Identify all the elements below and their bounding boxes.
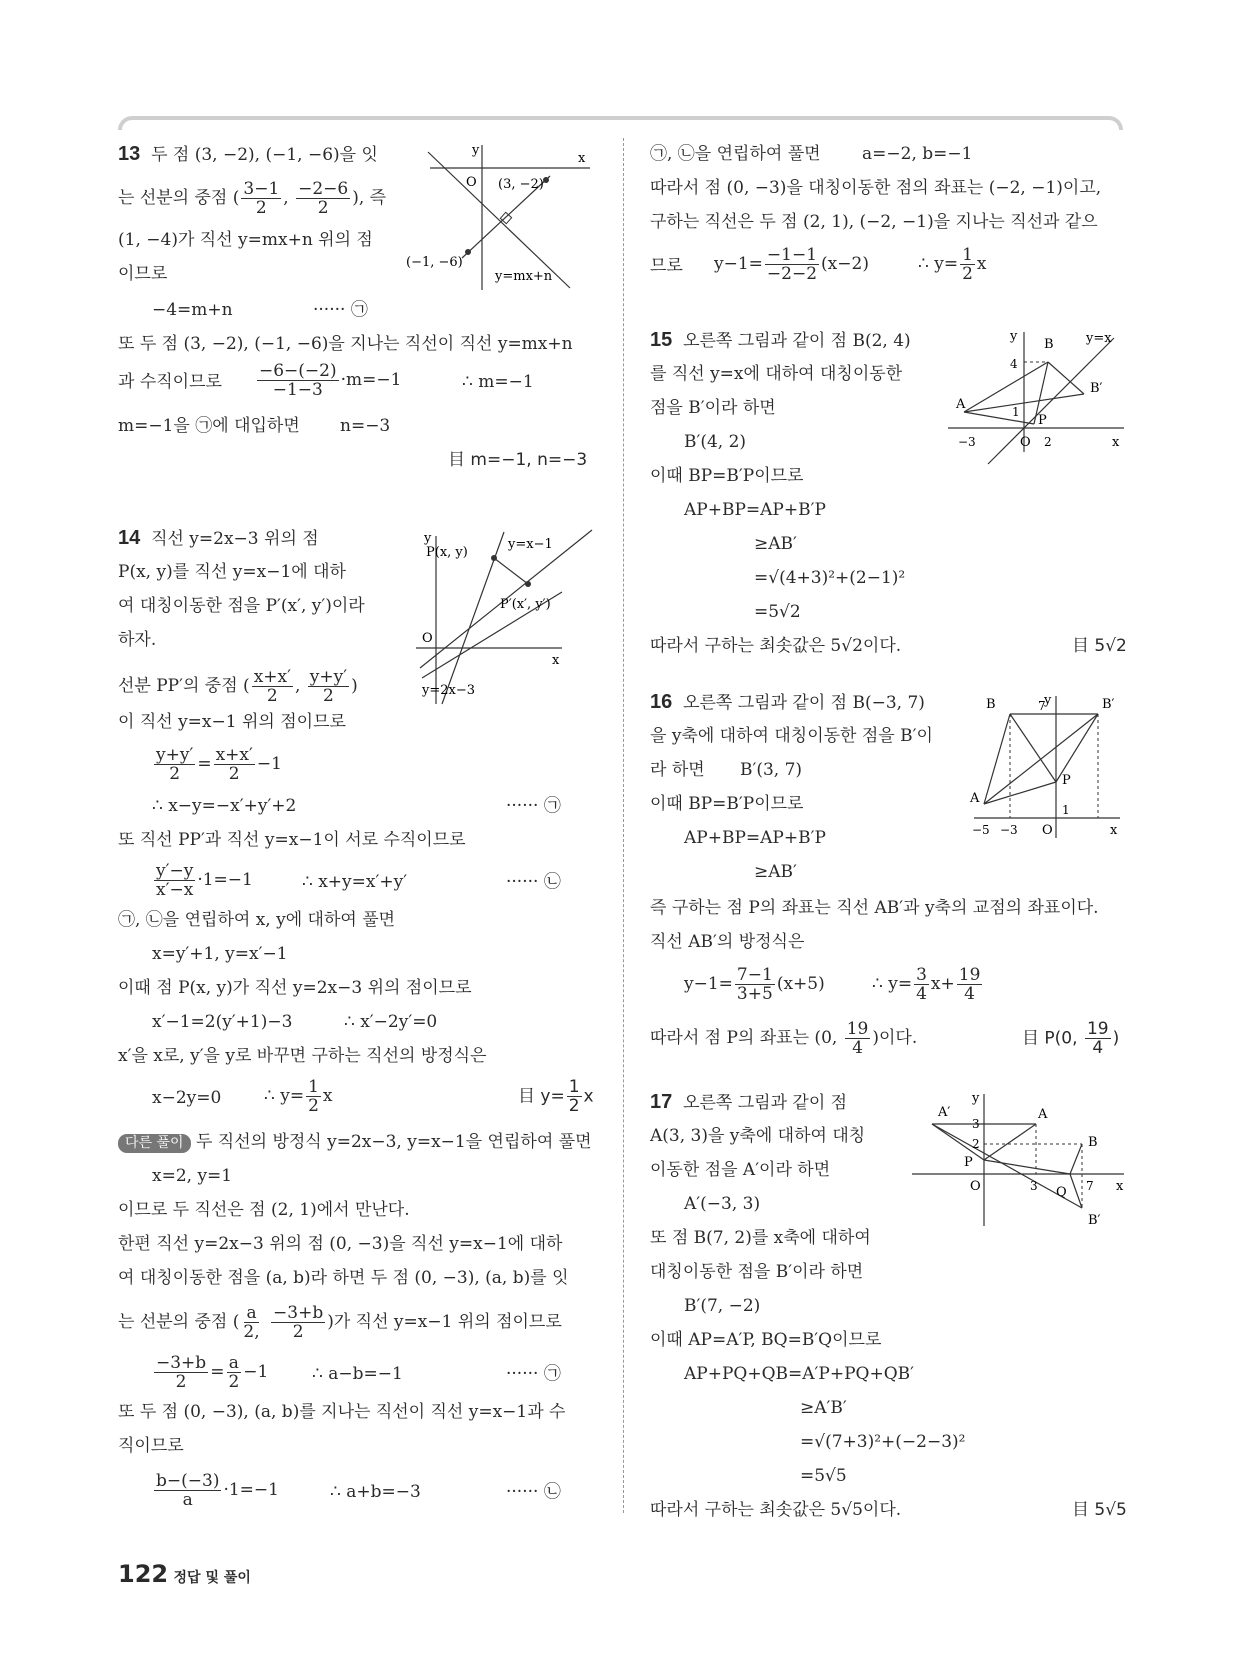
origin-label: O [970,1179,981,1194]
text-line: 구하는 직선은 두 점 (2, 1), (−2, −1)을 지나는 직선과 같으 [650,212,1098,232]
point [465,249,471,255]
text-line: (1, −4)가 직선 y=mx+n 위의 점 [118,230,373,250]
text-line: 는 선분의 중점 [118,1312,228,1332]
axis-label-x: x [1112,435,1120,450]
equation: =√(4+3)²+(2−1)² [754,568,906,588]
point-label: B [1044,337,1054,352]
footer-label: 정답 및 풀이 [173,1570,251,1586]
point-label: A′ [938,1105,951,1120]
equation: ∴ y= [872,974,913,994]
text-line: 따라서 점 P의 좌표는 [650,1028,810,1048]
fraction: $\frac{1}{2}$ [962,245,973,284]
axis-label-y: y [1044,693,1052,708]
equation: ∴ x+y=x′+y′ [302,872,408,892]
text-line: 직이므로 [118,1436,184,1456]
equation: ≥AB′ [754,534,797,554]
line-label: y=mx+n [495,269,553,284]
point [543,177,549,183]
origin-label: O [1020,435,1031,450]
problem-number: 13 [118,143,141,165]
figure-17 [910,1090,1130,1230]
equation: ∴ x′−2y′=0 [344,1012,438,1032]
text-line: A(3, 3)을 y축에 대하여 대칭 [650,1126,866,1146]
equation: B′(7, −2) [684,1296,761,1316]
fraction: $\frac{7-1}{3+5}$ [736,965,773,1004]
text-line: 점을 B′이라 하면 [650,398,776,418]
text-line: m=−1을 ㉠에 대입하면 [118,416,300,436]
tick-label: 4 [1010,357,1018,371]
tick-label: −5 [972,823,990,837]
equation: ∴ x−y=−x′+y′+2 [152,796,297,816]
text-line: 므로 [650,256,683,276]
text-line: 오른쪽 그림과 같이 점 [683,1093,848,1113]
tick-label: 1 [1062,803,1070,817]
equation: x=y′+1, y=x′−1 [152,944,288,964]
problem-number: 17 [650,1091,673,1113]
text-line: 여 대칭이동한 점을 (a, b)라 하면 두 점 (0, −3), (a, b)를 잇 [118,1268,569,1288]
top-border [118,116,1123,130]
equation-tag: ······ ㉡ [506,1482,561,1502]
text-line: 따라서 구하는 최솟값은 5√2이다. [650,636,902,656]
text-line: 이 직선 y=x−1 위의 점이므로 [118,712,346,732]
fraction: $\frac{a}{2}$ [228,1353,240,1392]
tick-label: −3 [1000,823,1018,837]
equation: ·1=−1 [223,1480,279,1500]
tick-label: 3 [972,1117,980,1131]
equation: ·1=−1 [197,870,253,890]
fraction: $\frac{x+x'}{2}$ [253,667,291,706]
alt-solution-tag: 다른 풀이 [118,1134,191,1153]
answer: 目 5√2 [1072,636,1127,656]
text-line: ㉠, ㉡을 연립하여 풀면 [650,144,821,164]
text-line: 과 수직이므로 [118,372,222,392]
equation: =5√2 [754,602,801,622]
text-line: 이때 AP=A′P, BQ=B′Q이므로 [650,1330,882,1350]
text-line: 또 두 점 (0, −3), (a, b)를 지나는 직선이 직선 y=x−1과 수 [118,1402,566,1422]
equation: ∴ a−b=−1 [312,1364,403,1384]
fraction: $\frac{-1-1}{-2-2}$ [766,245,818,284]
point-label: B′ [1102,697,1115,712]
fraction: $\frac{3}{4}$ [916,965,927,1004]
axis-label-x: x [578,151,586,166]
fraction: $\frac{19}{4}$ [846,1019,869,1058]
text-line: 또 두 점 (3, −2), (−1, −6)을 지나는 직선이 직선 y=mx+n [118,334,573,354]
equation: n=−3 [340,416,391,436]
text-line: 직선 y=2x−3 위의 점 [151,529,319,549]
equation: ∴ m=−1 [462,372,534,392]
fraction: $\frac{3-1}{2}$ [243,179,280,218]
axis-label-y: y [972,1091,980,1106]
equation: −1 [243,1362,269,1382]
axis-label-y: y [1010,329,1018,344]
text-line: 따라서 구하는 최솟값은 5√5이다. [650,1500,902,1520]
page-footer [118,1560,251,1588]
equation: AP+BP=AP+B′P [684,828,826,848]
fraction: $\frac{x+x'}{2}$ [215,745,253,784]
text-line: 이동한 점을 A′이라 하면 [650,1160,831,1180]
origin-label: O [466,175,477,190]
text-line: 는 선분의 중점 [118,188,228,208]
point-label: A [970,791,980,806]
text-line: 한편 직선 y=2x−3 위의 점 (0, −3)을 직선 y=x−1에 대하 [118,1234,563,1254]
equation-tag: ······ ㉠ [313,300,368,320]
equation: AP+BP=AP+B′P [684,500,826,520]
fraction: $\frac{-6-(-2)}{-1-3}$ [259,361,337,400]
fraction: $\frac{a}{2,}$ [243,1303,260,1342]
text-line: 대칭이동한 점을 B′이라 하면 [650,1262,864,1282]
fraction: $\frac{y+y'}{2}$ [156,745,194,784]
equation-tag: ······ ㉡ [506,872,561,892]
text-line: 이때 점 P(x, y)가 직선 y=2x−3 위의 점이므로 [118,978,472,998]
equation: ∴ y= [264,1086,305,1106]
axis-label-x: x [552,653,560,668]
equation: ≥AB′ [754,862,797,882]
equation: B′(3, 7) [740,760,803,780]
equation-tag: ······ ㉠ [506,1364,561,1384]
origin-label: O [422,631,433,646]
equation: y−1= [714,254,763,274]
point-label: P(x, y) [426,545,468,560]
line-label: y=x [1086,331,1112,346]
point-label: P [1062,773,1071,788]
fraction: $\frac{-3+b}{2}$ [156,1353,207,1392]
equation: B′(4, 2) [684,432,747,452]
equation: ·m=−1 [340,370,402,390]
equation-tag: ······ ㉠ [506,796,561,816]
text-line: 가 직선 y=x−1 위의 점이므로 [333,1312,562,1332]
point-label: (−1, −6) [406,255,463,270]
equation: a=−2, b=−1 [862,144,973,164]
point-label: A [1038,1107,1048,1122]
point-label: P′(x′, y′) [500,597,551,612]
equation: x′−1=2(y′+1)−3 [152,1012,293,1032]
text-line: 을 y축에 대하여 대칭이동한 점을 B′이 [650,726,933,746]
problem-number: 15 [650,329,673,351]
point-label: P [1038,413,1047,428]
text-line: 라 하면 [650,760,705,780]
equation: ∴ y= [918,254,959,274]
point-label: (3, −2) [498,177,544,192]
text-line: x′을 x로, y′을 y로 바꾸면 구하는 직선의 방정식은 [118,1046,487,1066]
figure-13 [406,140,600,300]
text-line: 를 직선 y=x에 대하여 대칭이동한 [650,364,903,384]
axis-label-y: y [424,531,432,546]
axis-label-y: y [472,143,480,158]
answer: 目 m=−1, n=−3 [448,450,588,470]
text-line: 여 대칭이동한 점을 P′(x′, y′)이라 [118,596,365,616]
fraction: $\frac{-2-6}{2}$ [298,179,349,218]
line-label: y=2x−3 [422,683,476,698]
text-line: ㉠, ㉡을 연립하여 x, y에 대하여 풀면 [118,910,396,930]
line-label: y=x−1 [508,537,553,552]
text-line: 즉 구하는 점 P의 좌표는 직선 AB′과 y축의 교점의 좌표이다. [650,898,1099,918]
text-line: 이때 BP=B′P이므로 [650,466,804,486]
tick-label: 2 [1044,435,1052,449]
figure-15 [944,328,1130,458]
equation: =5√5 [800,1466,847,1486]
axis-label-x: x [1110,823,1118,838]
equation: A′(−3, 3) [684,1194,761,1214]
tick-label: 7 [1038,699,1046,713]
text-line: P(x, y)를 직선 y=x−1에 대하 [118,562,346,582]
text-line: 선분 PP′의 중점 [118,676,238,696]
tick-label: −3 [958,435,976,449]
answer: 目 y= $\frac{1}{2}$ x [518,1077,594,1116]
fraction: $\frac{b-(-3)}{a}$ [156,1471,220,1510]
tick-label: 1 [1012,405,1020,419]
equation: −4=m+n [152,300,233,320]
text-line: 또 직선 PP′과 직선 y=x−1이 서로 수직이므로 [118,830,466,850]
text-line: 직선 AB′의 방정식은 [650,932,805,952]
figure-16 [970,692,1130,842]
problem-number: 16 [650,691,673,713]
point-label: B′ [1090,381,1103,396]
point-label: B [986,697,996,712]
equation: y−1= [684,974,733,994]
fraction: $\frac{y+y'}{2}$ [309,667,348,706]
fraction: $\frac{-3+b}{2}$ [273,1303,324,1342]
text-line: 하자. [118,630,157,650]
tick-label: 7 [1086,1179,1094,1193]
page-number: 122 [118,1560,169,1588]
fraction: $\frac{y'-y}{x'-x}$ [156,861,194,900]
point-label: Q [1056,1185,1067,1200]
text-line: 오른쪽 그림과 같이 점 B(−3, 7) [683,693,925,713]
answer: 目 P(0, $\frac{19}{4}$ ) [1022,1019,1120,1058]
equation: −1 [256,754,282,774]
column-divider [623,138,624,1513]
text-line: 이므로 [118,264,168,284]
answer: 目 5√5 [1072,1500,1127,1520]
equation: ≥A′B′ [800,1398,847,1418]
text-line: 오른쪽 그림과 같이 점 B(2, 4) [683,331,911,351]
text-line: 또 점 B(7, 2)를 x축에 대하여 [650,1228,871,1248]
text-line: 이때 BP=B′P이므로 [650,794,804,814]
text-line: 두 점 (3, −2), (−1, −6)을 잇 [151,145,378,165]
point-label: A [956,397,966,412]
axis-label-x: x [1116,1179,1124,1194]
tick-label: 3 [1030,1179,1038,1193]
equation: AP+PQ+QB=A′P+PQ+QB′ [684,1364,914,1384]
equation: =√(7+3)²+(−2−3)² [800,1432,966,1452]
point-label: P [964,1155,973,1170]
text-line: , 즉 [358,188,387,208]
equation: x−2y=0 [152,1088,222,1108]
tick-label: 2 [972,1137,980,1151]
text-line: 따라서 점 (0, −3)을 대칭이동한 점의 좌표는 (−2, −1)이고, [650,178,1102,198]
text-line: 두 직선의 방정식 y=2x−3, y=x−1을 연립하여 풀면 [195,1132,592,1152]
fraction: $\frac{19}{4}$ [958,965,981,1004]
figure-14 [412,528,602,708]
text-line: 이므로 두 직선은 점 (2, 1)에서 만난다. [118,1200,410,1220]
problem-number: 14 [118,527,141,549]
point-label: B [1088,1135,1098,1150]
fraction: $\frac{1}{2}$ [308,1077,319,1116]
equation: ∴ a+b=−3 [330,1482,421,1502]
point-label: B′ [1088,1213,1101,1228]
equation: x=2, y=1 [152,1166,233,1186]
origin-label: O [1042,823,1053,838]
